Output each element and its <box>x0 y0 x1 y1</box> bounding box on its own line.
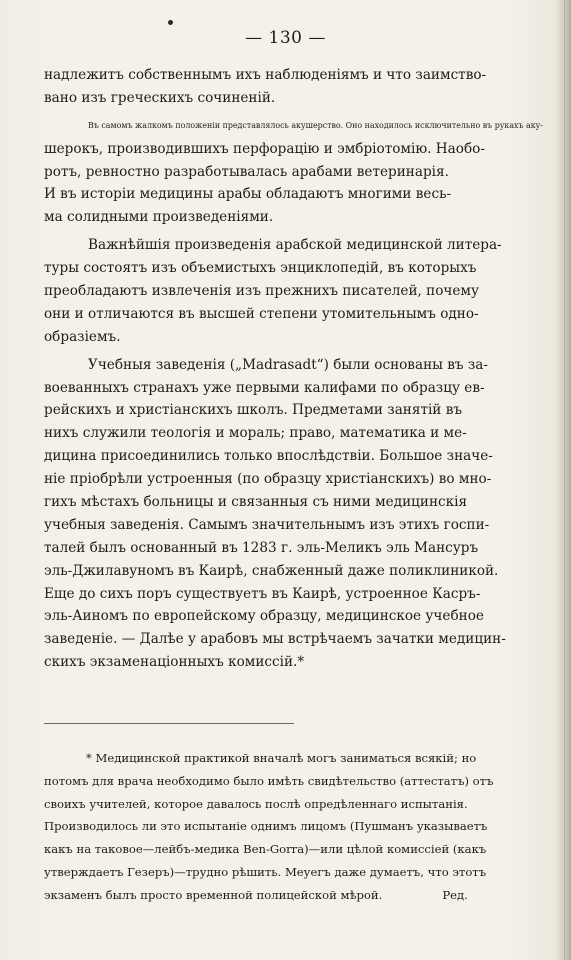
text-line-content: скихъ экзаменаціонныхъ комиссій.* <box>44 654 305 671</box>
text-line <box>44 560 540 583</box>
footnote-line <box>44 747 524 770</box>
text-line-content: воеванныхъ странахъ уже первыми калифами по образцу ев- <box>44 379 485 396</box>
text-line-content: талей былъ основанный въ 1283 г. эль-Меликъ эль Мансуръ <box>44 539 479 556</box>
text-line <box>44 491 540 514</box>
text-line <box>44 326 540 349</box>
text-line <box>44 445 540 468</box>
footnote-line-content: утверждаетъ Гезеръ)—трудно рѣшить. Меуегъ даже думаетъ, что этотъ <box>44 864 487 879</box>
text-line-content: шерокъ, производившихъ перфорацію и эмбріотомію. Наобо- <box>44 140 485 157</box>
text-line-content: эль-Джилавуномъ въ Каирѣ, снабженный даже поликлиникой. <box>44 562 499 579</box>
footnote-line-content: Производилось ли это испытаніе однимъ лицомъ (Пушманъ указываетъ <box>44 819 488 834</box>
text-line-content: заведеніе. — Далѣе у арабовъ мы встрѣчаемъ зачатки медицин- <box>44 631 506 648</box>
text-line-content: преобладаютъ извлеченія изъ прежнихъ писателей, почему <box>44 283 480 300</box>
text-line <box>44 234 540 257</box>
text-line-content: вано изъ греческихъ сочиненій. <box>44 89 276 106</box>
text-line-content: гихъ мѣстахъ больницы и связанныя съ ними медицинскія <box>44 494 468 511</box>
main-text <box>44 64 543 674</box>
text-line-content: туры состоятъ изъ объемистыхъ энциклопедій, въ которыхъ <box>44 260 477 277</box>
text-line <box>44 377 540 400</box>
text-line <box>44 115 543 138</box>
footnote-line <box>44 770 524 793</box>
footnote-line-content: экзаменъ былъ просто временной полицейской мѣрой. <box>44 887 383 902</box>
text-line-content: И въ исторіи медицины арабы обладаютъ многими весь- <box>44 186 452 203</box>
text-line-content: дицина присоединились только впослѣдствіи. Большое значе- <box>44 448 493 465</box>
text-line <box>44 257 540 280</box>
text-line <box>44 399 540 422</box>
text-line <box>44 303 540 326</box>
text-line-content: ма солидными произведеніями. <box>44 209 274 226</box>
text-line <box>44 206 540 229</box>
text-line <box>44 354 540 377</box>
text-line <box>44 583 540 606</box>
book-spine-shadow <box>555 0 571 960</box>
text-line-content: рейскихъ и христіанскихъ школъ. Предметами занятій въ <box>44 402 462 419</box>
text-line <box>44 422 540 445</box>
text-line <box>44 537 540 560</box>
footnote-line-content: своихъ учителей, которое давалось послѣ опредѣленнаго испытанія. <box>44 796 468 811</box>
text-line <box>44 514 540 537</box>
text-line-content: Еще до сихъ поръ существуетъ въ Каирѣ, устроенное Касръ- <box>44 585 481 602</box>
text-line <box>44 628 540 651</box>
text-line-content: учебныя заведенія. Самымъ значительнымъ изъ этихъ госпи- <box>44 516 490 533</box>
text-line <box>44 468 540 491</box>
footnote <box>44 747 524 907</box>
text-line-content: ротъ, ревностно разработывалась арабами ветеринарія. <box>44 163 449 180</box>
page-number: — 130 — <box>245 28 326 48</box>
text-line <box>44 87 540 110</box>
text-line <box>44 161 540 184</box>
footnote-separator <box>44 723 294 724</box>
text-line-content: надлежитъ собственнымъ ихъ наблюденіямъ и что заимство- <box>44 67 487 83</box>
text-line-content: Важнѣйшія произведенія арабской медицинской литера- <box>88 237 502 254</box>
footnote-signature: Ред. <box>442 887 468 902</box>
footnote-line <box>44 838 524 861</box>
text-line <box>44 651 540 674</box>
text-line <box>44 605 540 628</box>
text-line-content: образіемъ. <box>44 328 121 345</box>
text-line-content: ніе пріобрѣли устроенныя (по образцу христіанскихъ) во мно- <box>44 471 492 488</box>
footnote-line <box>44 815 524 838</box>
ink-speck <box>168 20 173 25</box>
text-line <box>44 138 540 161</box>
footnote-line-content: какъ на таковое—лейбъ-медика Ben-Gorra)—или цѣлой комиссіей (какъ <box>44 842 487 857</box>
footnote-line <box>44 884 524 907</box>
text-line-content: Въ самомъ жалкомъ положеніи представлялось акушерство. Оно находилось исключительно въ рукахъ аку- <box>88 120 543 130</box>
footnote-line <box>44 793 524 816</box>
text-line-content: эль-Аиномъ по европейскому образцу, медицинское учебное <box>44 608 484 625</box>
footnote-line-content: потомъ для врача необходимо было имѣть свидѣтельство (аттестатъ) отъ <box>44 773 494 788</box>
text-line-content: нихъ служили теологія и мораль; право, математика и ме- <box>44 425 467 442</box>
text-line-content: Учебныя заведенія („Madrasadt“) были основаны въ за- <box>88 356 489 373</box>
book-gutter-line <box>564 0 565 960</box>
text-line <box>44 280 540 303</box>
text-line <box>44 183 540 206</box>
footnote-line-content: * Медицинской практикой вначалѣ могъ заниматься всякій; но <box>86 751 477 765</box>
footnote-line <box>44 861 524 884</box>
text-line <box>44 64 540 87</box>
text-line-content: они и отличаются въ высшей степени утомительнымъ одно- <box>44 305 479 322</box>
